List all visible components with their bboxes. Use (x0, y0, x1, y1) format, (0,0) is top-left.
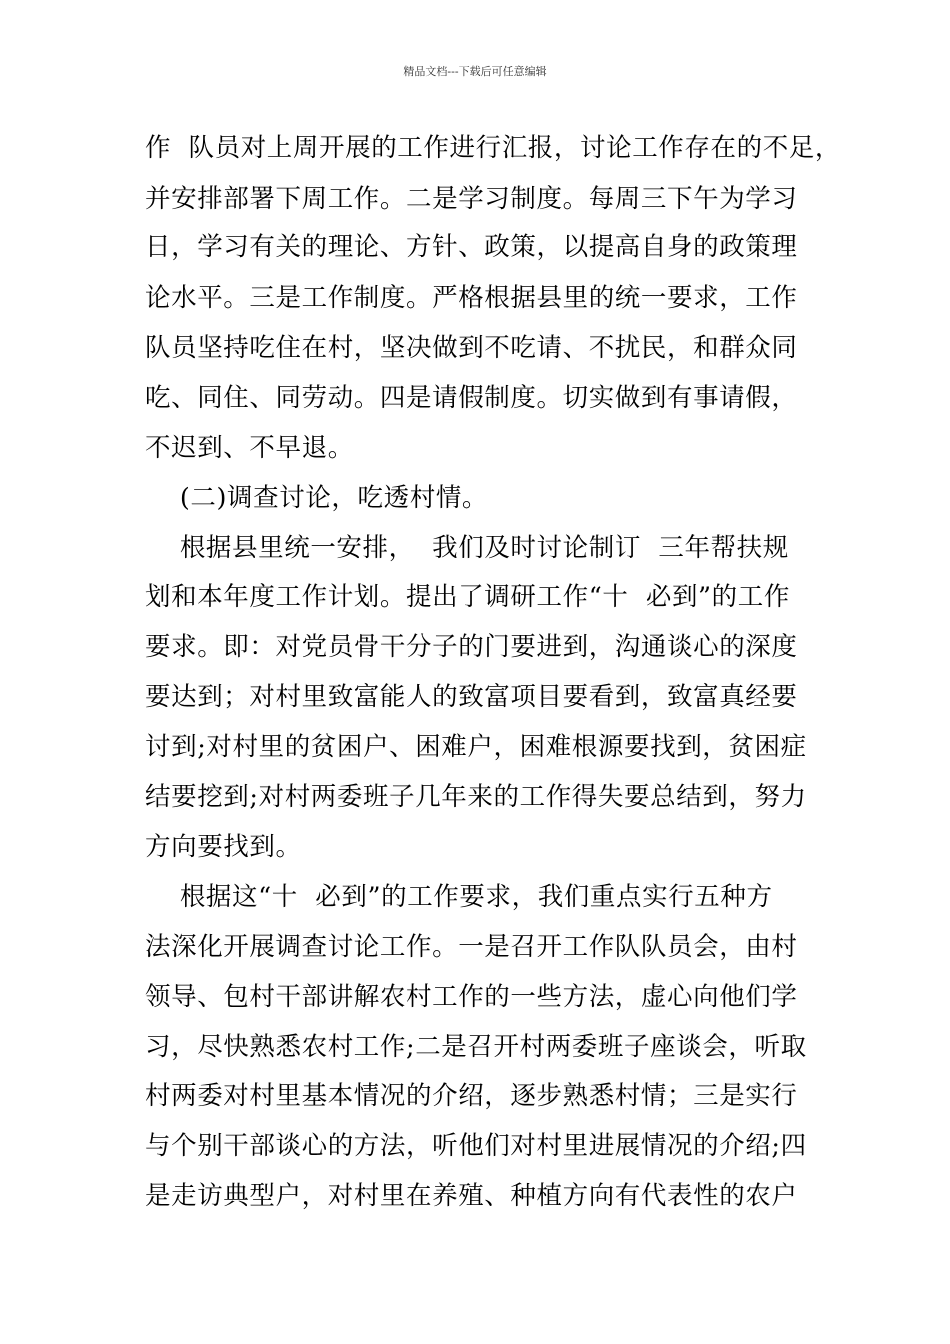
text-line: 方向要找到。 (145, 832, 302, 862)
text-line: 领导、包村干部讲解农村工作的一些方法，虚心向他们学 (145, 982, 798, 1012)
text-line: 并安排部署下周工作。二是学习制度。每周三下午为学习 (145, 184, 798, 214)
text-line: 作 队员对上周开展的工作进行汇报，讨论工作存在的不足， (145, 133, 842, 163)
text-line: 结要挖到;对村两委班子几年来的工作得失要总结到，努力 (145, 782, 807, 812)
text-line: 要达到；对村里致富能人的致富项目要看到，致富真经要 (145, 682, 798, 712)
text-line: 习，尽快熟悉农村工作;二是召开村两委班子座谈会，听取 (145, 1032, 807, 1062)
text-line: 村两委对村里基本情况的介绍，逐步熟悉村情；三是实行 (145, 1081, 798, 1111)
section-heading: (二)调查讨论，吃透村情。 (145, 483, 489, 513)
text-line: 要求。即：对党员骨干分子的门要进到，沟通谈心的深度 (145, 632, 798, 662)
text-line: 法深化开展调查讨论工作。一是召开工作队队员会，由村 (145, 932, 798, 962)
text-line: 论水平。三是工作制度。严格根据县里的统一要求，工作 (145, 283, 798, 313)
text-line: 与个别干部谈心的方法，听他们对村里进展情况的介绍;四 (145, 1131, 807, 1161)
text-line: 是走访典型户，对村里在养殖、种植方向有代表性的农户 (145, 1181, 798, 1211)
text-line: 队员坚持吃住在村，坚决做到不吃请、不扰民，和群众同 (145, 333, 798, 363)
text-line: 不迟到、不早退。 (145, 433, 354, 463)
text-line: 日，学习有关的理论、方针、政策，以提高自身的政策理 (145, 232, 798, 262)
text-line: 根据县里统一安排， 我们及时讨论制订 三年帮扶规 (145, 533, 789, 563)
text-line: 讨到;对村里的贫困户、困难户，困难根源要找到，贫困症 (145, 732, 807, 762)
text-line: 吃、同住、同劳动。四是请假制度。切实做到有事请假， (145, 383, 798, 413)
page-header: 精品文档---下载后可任意编辑 (403, 65, 547, 78)
text-line: 根据这“十 必到”的工作要求，我们重点实行五种方 (145, 882, 773, 912)
text-line: 划和本年度工作计划。提出了调研工作“十 必到”的工作 (145, 582, 790, 612)
